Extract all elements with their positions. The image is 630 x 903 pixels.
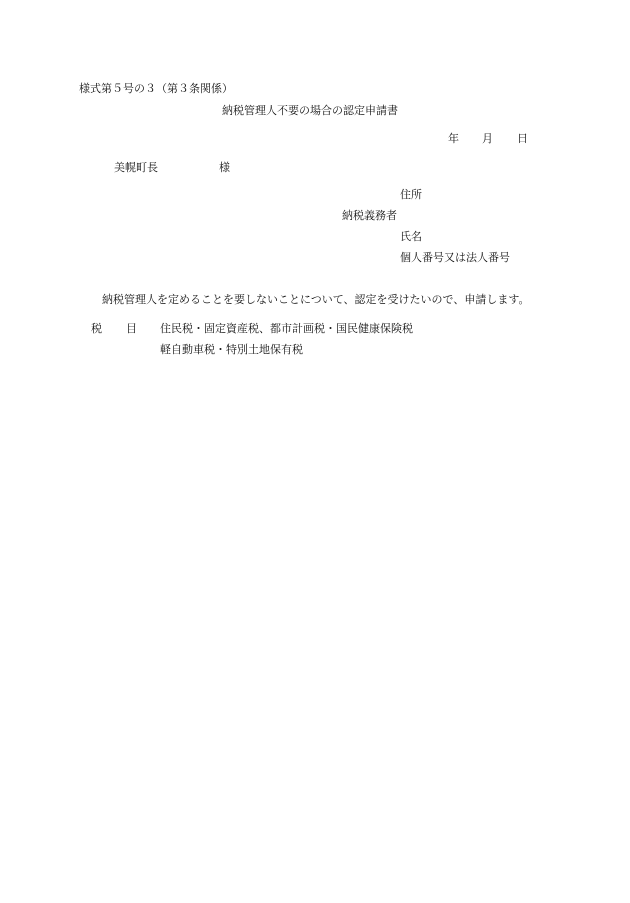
tax-items-label-first: 税 — [91, 322, 102, 335]
name-label: 氏名 — [400, 230, 422, 243]
taxpayer-label: 納税義務者 — [342, 209, 397, 222]
addressee: 美幌町長 — [114, 161, 158, 174]
request-statement: 納税管理人を定めることを要しないことについて、認定を受けたいので、申請します。 — [102, 293, 530, 306]
date-month-label: 月 — [482, 132, 493, 145]
form-number: 様式第５号の３（第３条関係） — [79, 82, 233, 95]
tax-items-label-second: 目 — [126, 322, 137, 335]
document-title: 納税管理人不要の場合の認定申請書 — [222, 104, 398, 117]
id-number-label: 個人番号又は法人番号 — [400, 251, 510, 264]
date-day-label: 日 — [517, 132, 528, 145]
date-year-label: 年 — [448, 132, 459, 145]
tax-items-line-2: 軽自動車税・特別土地保有税 — [160, 343, 303, 356]
address-label: 住所 — [400, 188, 422, 201]
tax-items-line-1: 住民税・固定資産税、都市計画税・国民健康保険税 — [160, 322, 413, 335]
honorific: 様 — [219, 161, 230, 174]
